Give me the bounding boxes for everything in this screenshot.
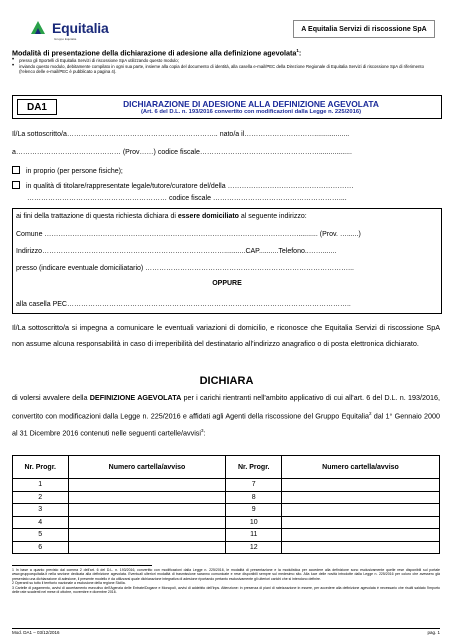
field-presso[interactable]: presso (indicare eventuale domiciliatario) ……………………………………………………………………………... (16, 265, 355, 272)
table-row (13, 516, 440, 529)
domicile-box (12, 208, 442, 314)
logo-name: Equitalia (52, 20, 109, 36)
footnotes (12, 568, 440, 594)
table-header-row (13, 456, 440, 479)
cartella-cell[interactable] (281, 529, 439, 542)
bullet-text: inviando questo modulo, debitamente compilato in ogni sua parte, insieme alla copia del documento di identità, alla casella e-mail/PEC della Direzione Regionale di Equitalia Servizi di riscossione SpA di riferimento (l'elenco delle e-mail/PEC è pubblicato a pagina 4). (19, 63, 424, 75)
cartella-cell[interactable] (68, 504, 226, 517)
footnote-1: 1 In base a quanto previsto dal comma 2 dell'art. 6 del D.L. n. 193/2016, convertito con modificazioni dalla Legge n. 225/2016, le modalità di presentazione e la modulistica per accedere alla definizione sono esclusivamente quelle rese disponibili sul portale www.gruppoequitalia.it nella sezione dedicata alla definizione agevolata. Eventuali ulteriori modalità di trasmissione saranno comunicate e rese disponibili sempre sul medesimo sito. Alla luce delle novità introdotte dalla Legge n. 225/2016 per coloro che avessero già presentato una dichiarazione di adesione, il presente modello è da utilizzarsi quale dichiarazione integrativa di adesione riportando pertanto esclusivamente gli ulteriori carichi che si intendono definire. (12, 568, 440, 581)
declaration-text-bold: DEFINIZIONE AGEVOLATA (89, 393, 182, 402)
table-row (13, 541, 440, 554)
domicile-intro: ai fini della trattazione di questa richiesta dichiara di essere domiciliato al seguente indirizzo: (16, 213, 307, 220)
footnote-3: 3 Cartelle di pagamento, avvisi di accertamento esecutivo dell'Agenzia delle Entrate/Dogane e Monopoli, avvisi di addebito dell'Inps. Attenzione: in presenza di piani di rateizzazione in essere, per accedere alla definizione agevolata è necessario che risulti saldato l'importo delle rate scadenti nel mese di ottobre, novembre e dicembre 2016. (12, 585, 440, 595)
cartella-cell[interactable] (281, 491, 439, 504)
equitalia-logo (28, 14, 138, 44)
footnote-2: 2 Operanti su tutto il territorio nazionale a esclusione della regione Sicilia. (12, 581, 126, 586)
option-in-qualita-label: in qualità di titolare/rappresentate legale/tutore/curatore del/della ……………………………………………… (26, 183, 354, 190)
cartella-cell[interactable] (68, 479, 226, 492)
field-indirizzo[interactable]: Indirizzo……………………………………………………………………...........CAP..........Telefono..……....... (16, 248, 337, 255)
oppure-label: OPPURE (212, 280, 242, 287)
option-in-proprio-label: in proprio (per persone fisiche); (26, 168, 123, 175)
row-number: 6 (13, 541, 69, 554)
cartella-cell[interactable] (68, 541, 226, 554)
declaration-text-e: : (203, 428, 206, 438)
intro-title-text: Modalità di presentazione della dichiarazione di adesione alla definizione agevolata (12, 48, 297, 58)
form-title-cell (61, 96, 441, 118)
footnote-ref-3: 3 (200, 428, 204, 434)
checkbox-in-qualita[interactable] (12, 181, 20, 189)
cartella-cell[interactable] (68, 529, 226, 542)
field-comune[interactable]: Comune ………………………………………………………………………………………………........... (Prov. …......) (16, 231, 361, 238)
cartella-cell[interactable] (68, 516, 226, 529)
declaration-text-d: dal 1° Gennaio 2000 al 31 Dicembre 2016 contenuti nelle seguenti cartelle/avvisi (12, 410, 440, 438)
bullet-text: presso gli Sportelli di Equitalia Servizi di riscossione SpA utilizzando questo modulo; (19, 58, 179, 63)
row-number: 9 (226, 504, 282, 517)
form-subtitle: (Art. 6 del D.L. n. 193/2016 convertito con modificazioni dalla Legge n. 225/2016) (140, 109, 362, 115)
table-row (13, 491, 440, 504)
cartella-cell[interactable] (281, 504, 439, 517)
col-header-nr: Nr. Progr. (226, 456, 282, 479)
cartelle-table (12, 455, 440, 554)
table-row (13, 504, 440, 517)
company-name-box (293, 20, 435, 38)
form-code: DA1 (17, 99, 57, 115)
cartella-cell[interactable] (281, 516, 439, 529)
declaration-text-c: per i carichi rientranti nell'ambito applicativo di cui all'art. 6 del D.L. n. 193/2016, convertito con modificazioni dalla Legge n. 225/2016 e affidati agli Agenti della riscossione del Gruppo Equitalia (12, 393, 440, 420)
form-title: DICHIARAZIONE DI ADESIONE ALLA DEFINIZIONE AGEVOLATA (123, 99, 379, 109)
form-title-box (12, 95, 442, 119)
form-version: Mod. DA1 – 03/12/2016 (12, 630, 60, 635)
bullet-icon: • (12, 62, 15, 69)
col-header-numero: Numero cartella/avviso (68, 456, 226, 479)
footnote-ref-1: 1 (296, 48, 299, 53)
intro-title (12, 48, 301, 57)
row-number: 7 (226, 479, 282, 492)
cartella-cell[interactable] (281, 541, 439, 554)
field-birthplace-taxcode[interactable]: a……………………………………… (Prov……) codice fiscale……………………………………………................. (12, 149, 352, 156)
row-number: 1 (13, 479, 69, 492)
logo-mark-icon (28, 18, 48, 38)
row-number: 10 (226, 516, 282, 529)
row-number: 11 (226, 529, 282, 542)
row-number: 4 (13, 516, 69, 529)
row-number: 8 (226, 491, 282, 504)
row-number: 12 (226, 541, 282, 554)
row-number: 2 (13, 491, 69, 504)
col-header-nr: Nr. Progr. (13, 456, 69, 479)
dichiara-heading: DICHIARA (199, 375, 254, 387)
col-header-numero: Numero cartella/avviso (281, 456, 439, 479)
table-row (13, 529, 440, 542)
cartella-cell[interactable] (68, 491, 226, 504)
field-pec[interactable]: alla casella PEC………………………………………………………………………………………………………….. (16, 301, 351, 308)
table-row (13, 479, 440, 492)
declaration-text-a: di volersi avvalere della (12, 393, 90, 402)
commitment-paragraph: Il/La sottoscritto/a si impegna a comunicare le eventuali variazioni di domicilio, e riconosce che Equitalia Servizi di riscossione SpA non assume alcuna responsabilità in caso di irreperibilità del destinatario all'indirizzo anagrafico o di posta elettronica dichiarato. (12, 323, 440, 348)
bullet-icon: • (12, 57, 15, 63)
page-footer (12, 628, 440, 635)
footnote-ref-2: 2 (369, 410, 372, 416)
checkbox-in-proprio[interactable] (12, 166, 20, 174)
field-represented-taxcode[interactable]: …………………………………………………… codice fiscale ……………………………………………….... (27, 195, 347, 202)
cartella-cell[interactable] (281, 479, 439, 492)
intro-bullets (12, 58, 440, 75)
intro-title-colon: : (298, 48, 302, 58)
bullet-item (12, 64, 440, 75)
declaration-paragraph (12, 390, 440, 441)
footnote-divider (12, 565, 152, 566)
row-number: 3 (13, 504, 69, 517)
logo-subtitle: Gruppo Equitalia (54, 37, 77, 41)
field-name-birthdate[interactable]: Il/La sottoscritto/a……………………………………………………….. nato/a il………………………….................. (12, 131, 350, 138)
company-name: A Equitalia Servizi di riscossione SpA (301, 25, 427, 33)
option-in-proprio[interactable] (12, 166, 123, 175)
row-number: 5 (13, 529, 69, 542)
page-number: pag. 1 (427, 630, 440, 635)
option-in-qualita[interactable] (12, 181, 354, 190)
